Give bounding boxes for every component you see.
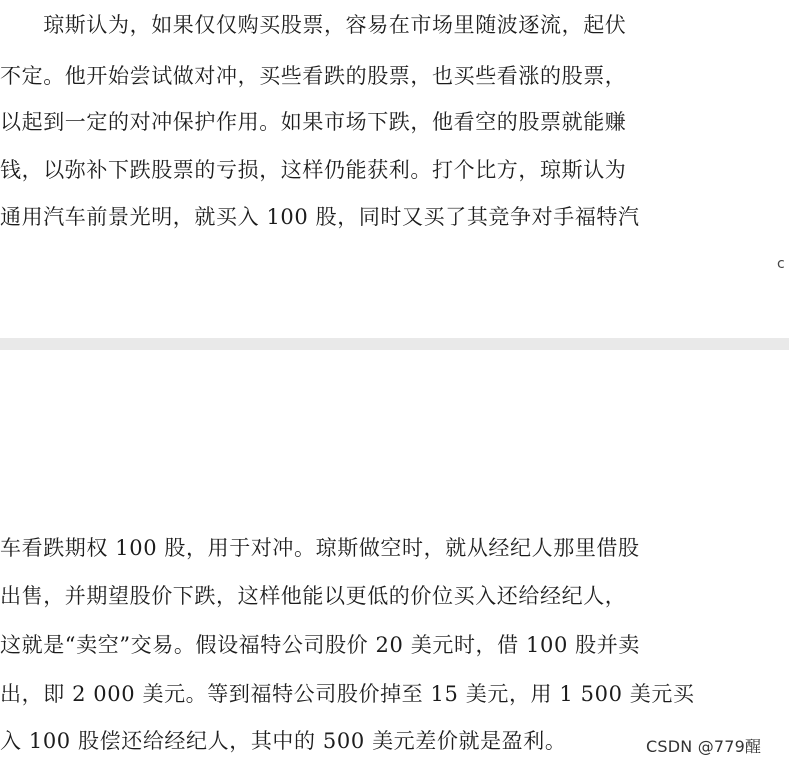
top-paragraph-line-3: 以起到一定的对冲保护作用。如果市场下跌，他看空的股票就能赚 xyxy=(0,110,627,134)
csdn-watermark: CSDN @779醒 xyxy=(646,737,762,756)
cropped-edge-character: c xyxy=(777,256,785,272)
top-paragraph-line-2: 不定。他开始尝试做对冲，买些看跌的股票，也买些看涨的股票， xyxy=(0,64,627,88)
bottom-paragraph-line-5: 入 100 股偿还给经纪人，其中的 500 美元差价就是盈利。 xyxy=(0,729,567,753)
top-paragraph-line-1: 琼斯认为，如果仅仅购买股票，容易在市场里随波逐流，起伏 xyxy=(0,13,627,37)
top-paragraph-line-4: 钱，以弥补下跌股票的亏损，这样仍能获利。打个比方，琼斯认为 xyxy=(0,158,627,182)
bottom-paragraph-line-2: 出售，并期望股价下跌，这样他能以更低的价位买入还给经纪人， xyxy=(0,584,627,608)
bottom-paragraph-line-1: 车看跌期权 100 股，用于对冲。琼斯做空时，就从经纪人那里借股 xyxy=(0,536,640,560)
top-paragraph-line-5: 通用汽车前景光明，就买入 100 股，同时又买了其竞争对手福特汽 xyxy=(0,205,640,229)
bottom-paragraph-line-4: 出，即 2 000 美元。等到福特公司股价掉至 15 美元，用 1 500 美元买 xyxy=(0,682,695,706)
page-divider xyxy=(0,338,789,350)
bottom-paragraph-line-3: 这就是“卖空”交易。假设福特公司股价 20 美元时，借 100 股并卖 xyxy=(0,633,640,657)
